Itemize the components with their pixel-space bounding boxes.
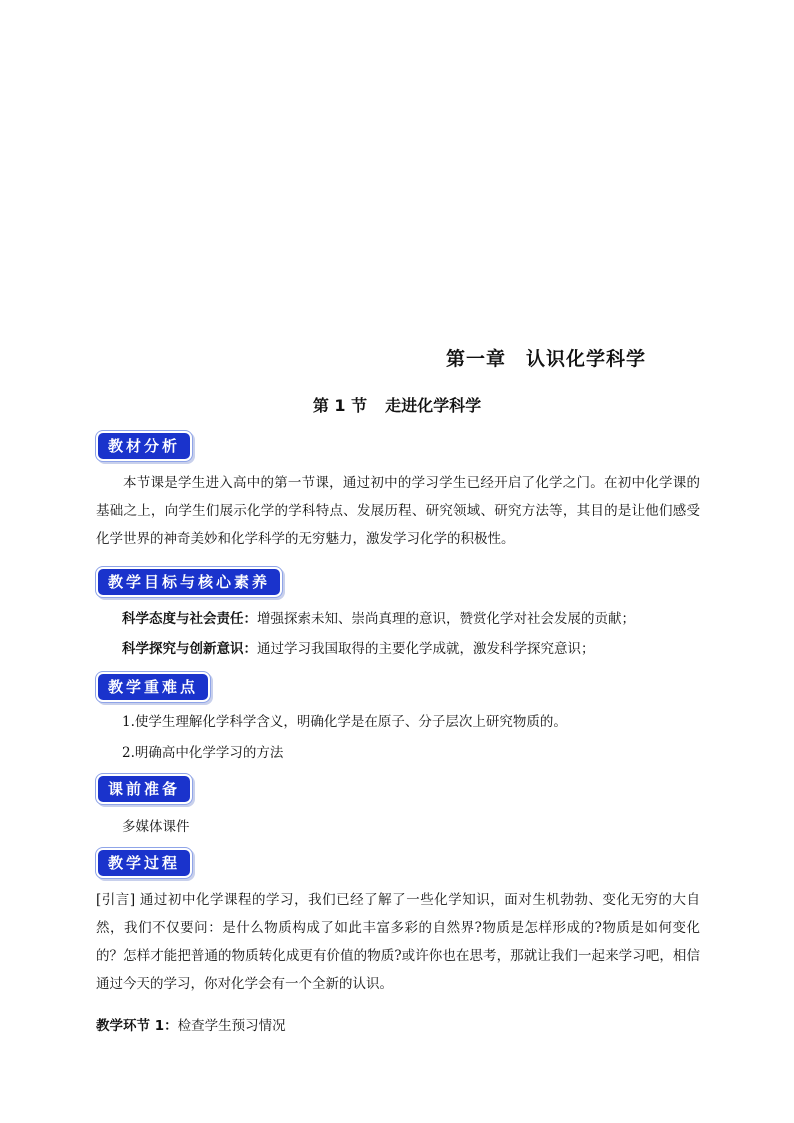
goal-item: [122, 605, 635, 633]
section-name: 走进化学科学: [385, 396, 482, 415]
step-label: 教学环节 1：: [96, 1018, 178, 1034]
key-point-item: 1.使学生理解化学科学含义，明确化学是在原子、分子层次上研究物质的。: [122, 714, 567, 730]
analysis-heading-badge: 教材分析: [98, 433, 190, 459]
goal-label: 科学态度与社会责任：: [122, 611, 257, 627]
preparation-heading-badge: 课前准备: [98, 776, 190, 802]
section-number: 第 1 节: [312, 396, 368, 415]
intro-paragraph: [96, 886, 700, 998]
goals-heading-badge: 教学目标与核心素养: [98, 569, 280, 595]
preparation-text: 多媒体课件: [122, 819, 190, 835]
chapter-title: 第一章 认识化学科学: [445, 348, 646, 370]
key-points-heading-badge: 教学重难点: [98, 674, 208, 700]
intro-tag: [引言]: [96, 892, 136, 908]
key-point-item: 2.明确高中化学学习的方法: [122, 745, 284, 761]
process-heading-badge: 教学过程: [98, 850, 190, 876]
goal-text: 通过学习我国取得的主要化学成就，激发科学探究意识；: [257, 641, 595, 657]
goal-text: 增强探索未知、崇尚真理的意识，赞赏化学对社会发展的贡献；: [257, 611, 635, 627]
section-title: [0, 393, 794, 416]
goal-item: [122, 635, 595, 663]
intro-text: 通过初中化学课程的学习，我们已经了解了一些化学知识，面对生机勃勃、变化无穷的大自然，我们不仅要问：是什么物质构成了如此丰富多彩的自然界?物质是怎样形成的?物质是如何变化的？怎样才能把普通的物质转化成更有价值的物质?或许你也在思考，那就让我们一起来学习吧，相信通过今天的学习，你对化学会有一个全新的认识。: [96, 892, 701, 992]
step-text: 检查学生预习情况: [177, 1018, 286, 1034]
analysis-text: 本节课是学生进入高中的第一节课，通过初中的学习学生已经开启了化学之门。在初中化学课的基础之上，向学生们展示化学的学科特点、发展历程、研究领域、研究方法等，其目的是让他们感受化学世界的神奇美妙和化学科学的无穷魅力，激发学习化学的积极性。: [96, 475, 700, 547]
goal-label: 科学探究与创新意识：: [122, 641, 257, 657]
teaching-step: [96, 1012, 286, 1040]
